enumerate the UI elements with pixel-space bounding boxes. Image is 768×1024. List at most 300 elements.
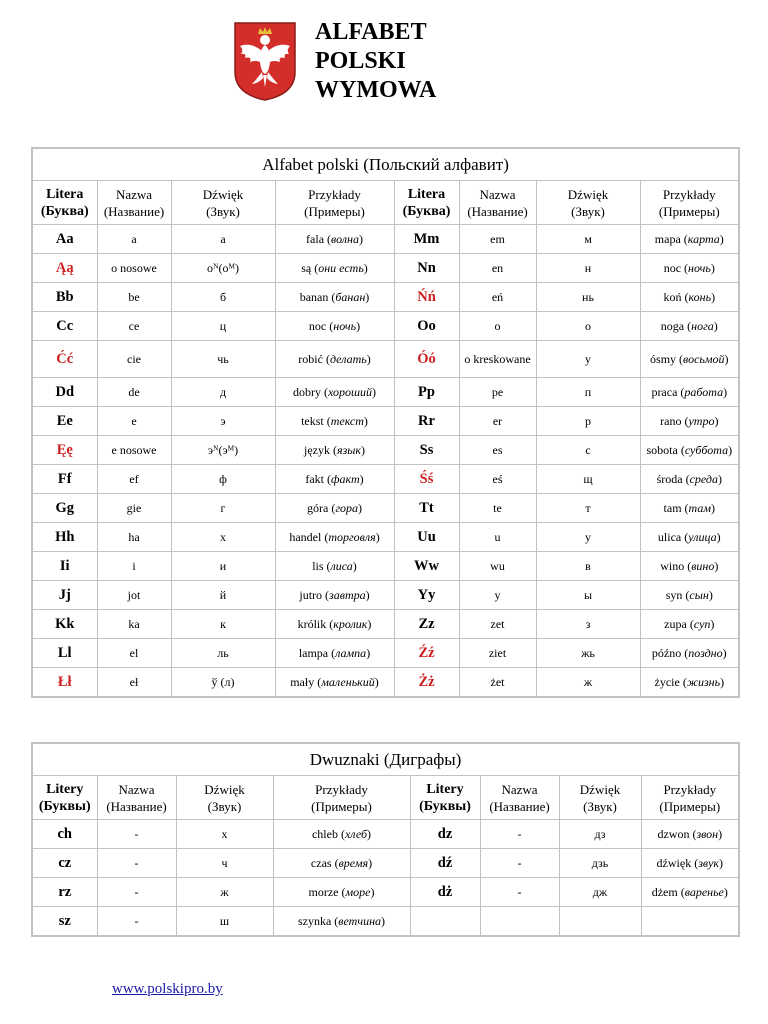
column-header-line: (Звук) [207, 798, 242, 814]
example-cell [273, 849, 410, 878]
example-cell [275, 465, 394, 494]
paren-open: ( [326, 616, 334, 631]
name-cell: en [459, 254, 536, 283]
example-word: lampa [298, 645, 329, 660]
paren-open: ( [682, 471, 690, 486]
column-header [536, 181, 640, 225]
name-cell: - [480, 849, 559, 878]
column-header [97, 776, 176, 820]
sound-cell: и [171, 552, 275, 581]
sound-cell: г [171, 494, 275, 523]
column-header-line: (Звук) [583, 798, 617, 814]
example-cell [640, 523, 739, 552]
column-header-line: Przykłady [663, 781, 717, 797]
sound-cell: б [171, 283, 275, 312]
paren-open: ( [337, 826, 345, 841]
example-cell [640, 436, 739, 465]
paren-close: ) [714, 413, 719, 428]
letter-cell: Uu [394, 523, 459, 552]
column-header-line: (Примеры) [311, 798, 372, 814]
example-translation: кролик [333, 616, 368, 631]
example-word: handel [289, 529, 322, 544]
letter-cell: Ee [32, 407, 97, 436]
name-cell: o nosowe [97, 254, 171, 283]
example-cell [275, 225, 394, 254]
letter-cell: Źź [394, 639, 459, 668]
example-cell [275, 581, 394, 610]
paren-close: ) [719, 231, 724, 246]
table-row [32, 668, 739, 698]
sound-cell: с [536, 436, 640, 465]
letter-cell: Ww [394, 552, 459, 581]
example-word: dobry [292, 384, 321, 399]
name-cell: ha [97, 523, 171, 552]
paren-close: ) [724, 351, 729, 366]
column-header [640, 181, 739, 225]
name-cell: de [97, 378, 171, 407]
paren-close: ) [356, 318, 361, 333]
column-header [32, 776, 97, 820]
name-cell: o kreskowane [459, 341, 536, 378]
paren-open: ( [324, 471, 331, 486]
white-eagle-emblem-icon [232, 20, 298, 102]
example-translation: работа [684, 384, 724, 399]
example-cell [275, 668, 394, 698]
sound-cell: дз [559, 820, 641, 849]
example-cell [641, 878, 739, 907]
example-translation: ночь [333, 318, 357, 333]
example-cell [640, 465, 739, 494]
example-word: dżem [651, 884, 678, 899]
example-cell [640, 668, 739, 698]
paren-open: ( [684, 558, 692, 573]
example-word: wino [660, 558, 685, 573]
column-header-line: Dźwięk [567, 186, 609, 202]
letter-cell: ch [32, 820, 97, 849]
column-header [559, 776, 641, 820]
table-header-row [32, 181, 739, 225]
example-word: dźwięk [656, 855, 692, 870]
example-translation: ночь [688, 260, 711, 275]
table-row [32, 820, 739, 849]
example-word: chleb [311, 826, 338, 841]
example-word: język [304, 442, 330, 457]
example-word: tam [663, 500, 682, 515]
letter-cell: dz [410, 820, 480, 849]
table-row [32, 436, 739, 465]
sound-cell: у [536, 341, 640, 378]
column-header [273, 776, 410, 820]
paren-open: ( [323, 558, 331, 573]
column-header-line: (Буквы) [38, 798, 91, 814]
column-header [176, 776, 273, 820]
letter-cell: Oo [394, 312, 459, 341]
table-row [32, 639, 739, 668]
example-translation: время [338, 855, 369, 870]
column-header-line: Dźwięk [579, 781, 621, 797]
table-caption-row [32, 743, 739, 776]
paren-close: ) [367, 616, 372, 631]
digraphs-table [31, 742, 740, 937]
example-word: czas [310, 855, 332, 870]
sound-cell: н [536, 254, 640, 283]
example-cell [640, 610, 739, 639]
letter-cell: Aa [32, 225, 97, 254]
example-cell [275, 283, 394, 312]
example-translation: варенье [684, 884, 724, 899]
letter-cell: rz [32, 878, 97, 907]
letter-cell [410, 907, 480, 937]
example-cell [273, 878, 410, 907]
example-word: zupa [664, 616, 687, 631]
table-row [32, 378, 739, 407]
paren-close: ) [722, 645, 727, 660]
example-word: ósmy [650, 351, 677, 366]
paren-open: ( [331, 913, 339, 928]
example-word: późno [651, 645, 682, 660]
example-word: noga [660, 318, 685, 333]
paren-close: ) [718, 826, 723, 841]
name-cell: a [97, 225, 171, 254]
paren-close: ) [372, 384, 377, 399]
name-cell: ef [97, 465, 171, 494]
name-cell: wu [459, 552, 536, 581]
table-row [32, 465, 739, 494]
example-word: lis [312, 558, 324, 573]
example-cell [640, 552, 739, 581]
paren-open: ( [328, 289, 336, 304]
table-row [32, 254, 739, 283]
name-cell: jot [97, 581, 171, 610]
example-cell [641, 849, 739, 878]
example-translation: утро [688, 413, 715, 428]
letter-cell: Ęę [32, 436, 97, 465]
paren-open: ( [677, 442, 685, 457]
table-row [32, 878, 739, 907]
sound-cell: й [171, 581, 275, 610]
letter-cell: Ćć [32, 341, 97, 378]
sound-cell: дзь [559, 849, 641, 878]
example-translation: банан [335, 289, 366, 304]
paren-open: ( [324, 231, 332, 246]
example-translation: карта [687, 231, 720, 246]
example-word: rano [660, 413, 682, 428]
paren-open: ( [681, 289, 689, 304]
sound-cell: оᴺ(оᴹ) [171, 254, 275, 283]
sound-cell: ы [536, 581, 640, 610]
example-word: praca [651, 384, 678, 399]
name-cell: zet [459, 610, 536, 639]
column-header [394, 181, 459, 225]
sound-cell: дж [559, 878, 641, 907]
sound-cell: ц [171, 312, 275, 341]
column-header-line: Dźwięk [202, 186, 244, 202]
paren-close: ) [361, 442, 365, 457]
example-word: fala [306, 231, 325, 246]
sound-cell: жь [536, 639, 640, 668]
name-cell: e nosowe [97, 436, 171, 465]
example-word: koń [663, 289, 682, 304]
name-cell: eś [459, 465, 536, 494]
letter-cell: Kk [32, 610, 97, 639]
example-word: syn [665, 587, 683, 602]
table-row [32, 494, 739, 523]
example-cell [275, 552, 394, 581]
name-cell: ziet [459, 639, 536, 668]
example-cell [640, 283, 739, 312]
example-cell [275, 436, 394, 465]
column-header-line: Nazwa [479, 186, 516, 202]
paren-open: ( [323, 413, 331, 428]
paren-close: ) [713, 318, 718, 333]
letter-cell: Cc [32, 312, 97, 341]
name-cell: e [97, 407, 171, 436]
name-cell: żet [459, 668, 536, 698]
title-line: ALFABET [315, 19, 427, 45]
sound-cell: в [536, 552, 640, 581]
letter-cell: Nn [394, 254, 459, 283]
paren-open: ( [322, 587, 330, 602]
example-translation: делать [329, 351, 367, 366]
column-header-line: Przykłady [315, 781, 368, 797]
example-translation: нога [691, 318, 714, 333]
name-cell: u [459, 523, 536, 552]
example-cell [275, 378, 394, 407]
example-word: mapa [654, 231, 681, 246]
column-header-line: (Звук) [571, 203, 605, 219]
letter-cell: Tt [394, 494, 459, 523]
sound-cell: ж [176, 878, 273, 907]
name-cell [480, 907, 559, 937]
example-translation: хлеб [344, 826, 368, 841]
paren-close: ) [370, 884, 375, 899]
sound-cell: р [536, 407, 640, 436]
example-cell [275, 494, 394, 523]
example-cell [275, 312, 394, 341]
table-row [32, 407, 739, 436]
example-word: dzwon [657, 826, 690, 841]
name-cell: el [97, 639, 171, 668]
example-translation: завтра [329, 587, 366, 602]
column-header-line: (Примеры) [304, 203, 365, 219]
name-cell: te [459, 494, 536, 523]
name-cell: es [459, 436, 536, 465]
column-header-line: Litera [407, 186, 446, 202]
sound-cell: щ [536, 465, 640, 494]
paren-open: ( [681, 413, 689, 428]
example-cell [640, 225, 739, 254]
name-cell: y [459, 581, 536, 610]
paren-open: ( [679, 674, 687, 689]
table-row [32, 907, 739, 937]
paren-open: ( [321, 529, 329, 544]
column-header-line: (Название) [489, 798, 550, 814]
table-row [32, 849, 739, 878]
paren-open: ( [681, 645, 689, 660]
example-word: szynka [297, 913, 332, 928]
letter-cell: Ss [394, 436, 459, 465]
sound-cell: х [171, 523, 275, 552]
name-cell: - [480, 878, 559, 907]
table-row [32, 610, 739, 639]
column-header-line: Nazwa [501, 781, 538, 797]
paren-open: ( [681, 529, 689, 544]
paren-close: ) [358, 500, 362, 515]
column-header-line: Nazwa [115, 186, 153, 202]
paren-open: ( [322, 351, 330, 366]
example-cell [640, 312, 739, 341]
example-cell [640, 639, 739, 668]
paren-open: ( [314, 674, 322, 689]
column-header-line: Litera [46, 186, 84, 202]
column-header [410, 776, 480, 820]
paren-close: ) [716, 529, 721, 544]
letter-cell: Dd [32, 378, 97, 407]
paren-open: ( [331, 855, 339, 870]
column-header [97, 181, 171, 225]
example-translation: суп [693, 616, 711, 631]
name-cell: be [97, 283, 171, 312]
example-cell [275, 254, 394, 283]
letter-cell: Ąą [32, 254, 97, 283]
name-cell: eł [97, 668, 171, 698]
paren-close: ) [718, 471, 722, 486]
paren-open: ( [684, 318, 692, 333]
paren-close: ) [710, 616, 715, 631]
paren-open: ( [311, 260, 319, 275]
sound-cell: т [536, 494, 640, 523]
example-translation: суббота [684, 442, 729, 457]
example-translation: ветчина [338, 913, 382, 928]
website-link[interactable]: www.polskipro.by [112, 981, 223, 997]
example-translation: звон [696, 826, 719, 841]
sound-cell: п [536, 378, 640, 407]
column-header [171, 181, 275, 225]
letter-cell: Mm [394, 225, 459, 254]
letter-cell: Ii [32, 552, 97, 581]
letter-cell: Śś [394, 465, 459, 494]
table-row [32, 581, 739, 610]
sound-cell: ль [171, 639, 275, 668]
name-cell: em [459, 225, 536, 254]
column-header [275, 181, 394, 225]
paren-open: ( [686, 616, 694, 631]
paren-close: ) [363, 413, 368, 428]
sound-cell: эᴺ(эᴹ) [171, 436, 275, 465]
paren-close: ) [723, 384, 728, 399]
sound-cell: у [536, 523, 640, 552]
paren-open: ( [677, 884, 685, 899]
example-translation: торговля [328, 529, 376, 544]
paren-open: ( [680, 231, 688, 246]
paren-close: ) [359, 471, 364, 486]
name-cell: cie [97, 341, 171, 378]
table-row [32, 552, 739, 581]
letter-cell: Zz [394, 610, 459, 639]
letter-cell: Rr [394, 407, 459, 436]
table-header-row [32, 776, 739, 820]
column-header-line: (Примеры) [658, 203, 720, 219]
column-header-line: (Буква) [40, 203, 89, 219]
sound-cell: ч [176, 849, 273, 878]
paren-close: ) [720, 674, 725, 689]
column-header-line: (Звук) [206, 203, 240, 219]
table-caption: Dwuznaki (Диграфы) [32, 743, 739, 776]
sound-cell: м [536, 225, 640, 254]
letter-cell: cz [32, 849, 97, 878]
title-line: WYMOWA [315, 77, 437, 103]
table-caption: Alfabet polski (Польский алфавит) [32, 148, 739, 181]
example-word: jutro [299, 587, 323, 602]
example-translation: вино [691, 558, 715, 573]
sound-cell: ш [176, 907, 273, 937]
paren-close: ) [375, 529, 380, 544]
sound-cell: х [176, 820, 273, 849]
table-row [32, 312, 739, 341]
sound-cell: ж [536, 668, 640, 698]
name-cell: ce [97, 312, 171, 341]
paren-close: ) [714, 558, 719, 573]
example-cell [275, 610, 394, 639]
example-cell [275, 639, 394, 668]
paren-close: ) [367, 826, 372, 841]
sound-cell: з [536, 610, 640, 639]
paren-open: ( [689, 826, 697, 841]
example-translation: восьмой [683, 351, 725, 366]
paren-close: ) [365, 587, 370, 602]
paren-open: ( [681, 260, 689, 275]
name-cell: - [97, 849, 176, 878]
paren-close: ) [719, 855, 724, 870]
example-word: fakt [305, 471, 324, 486]
letter-cell: dż [410, 878, 480, 907]
letter-cell: Gg [32, 494, 97, 523]
paren-open: ( [338, 884, 346, 899]
letter-cell: sz [32, 907, 97, 937]
table-row [32, 283, 739, 312]
letter-cell: Yy [394, 581, 459, 610]
example-word: królik [297, 616, 327, 631]
example-translation: они есть [318, 260, 364, 275]
paren-open: ( [676, 351, 684, 366]
example-cell [273, 907, 410, 937]
paren-close: ) [365, 289, 370, 304]
example-word: noc [308, 318, 327, 333]
example-cell [273, 820, 410, 849]
paren-close: ) [363, 260, 368, 275]
page-title [315, 18, 436, 105]
name-cell: gie [97, 494, 171, 523]
paren-close: ) [711, 289, 716, 304]
example-translation: маленький [321, 674, 375, 689]
column-header [459, 181, 536, 225]
paren-close: ) [352, 558, 357, 573]
example-word: góra [306, 500, 329, 515]
paren-close: ) [710, 260, 715, 275]
sound-cell: д [171, 378, 275, 407]
example-word: robić [298, 351, 323, 366]
example-translation: среда [689, 471, 718, 486]
example-word: ulica [657, 529, 682, 544]
column-header-line: (Буква) [402, 203, 451, 219]
paren-open: ( [677, 384, 685, 399]
example-translation: море [345, 884, 371, 899]
table-row [32, 523, 739, 552]
letter-cell: Łł [32, 668, 97, 698]
letter-cell: Hh [32, 523, 97, 552]
example-translation: улица [688, 529, 717, 544]
paren-open: ( [681, 500, 689, 515]
